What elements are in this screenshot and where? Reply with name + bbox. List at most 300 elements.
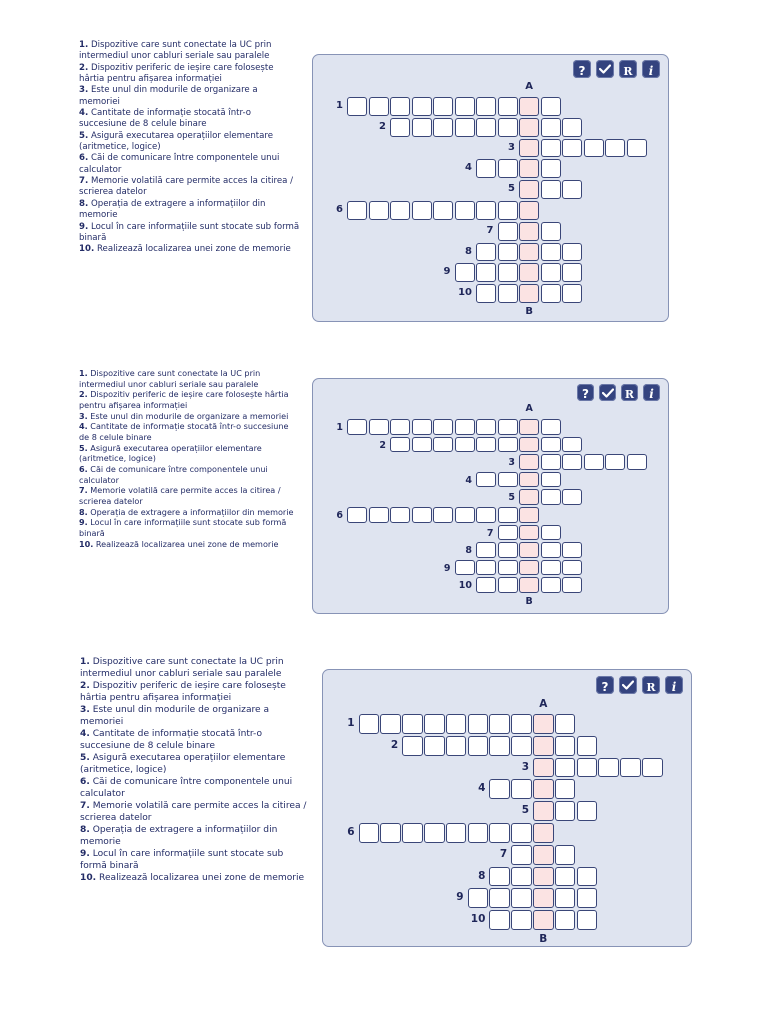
key-cell[interactable]	[533, 845, 554, 865]
clue-text: Asigură executarea operațiilor elementare (aritmetice, logice)	[79, 442, 262, 464]
key-cell[interactable]	[519, 284, 539, 303]
letter-cell[interactable]	[455, 437, 475, 453]
letter-cell[interactable]	[511, 736, 532, 756]
clue-number: 5.	[79, 130, 89, 141]
key-cell[interactable]	[519, 222, 539, 241]
letter-cell[interactable]	[455, 201, 475, 220]
row-number: 7	[486, 224, 494, 236]
clue-text: Realizează localizarea unei zone de memorie	[99, 873, 305, 883]
clue-text: Căi de comunicare între componentele unui calculator	[79, 464, 268, 485]
letter-cell[interactable]	[359, 714, 380, 734]
clue-item	[79, 539, 301, 550]
letter-cell[interactable]	[541, 577, 561, 593]
key-cell[interactable]	[519, 525, 539, 541]
letter-cell[interactable]	[476, 118, 496, 137]
row-number: 5	[521, 804, 529, 817]
clue-number: 1.	[80, 657, 90, 667]
clue-number: 1.	[79, 40, 89, 50]
check-button[interactable]	[599, 384, 616, 401]
letter-cell[interactable]	[380, 714, 401, 734]
clue-text: Memorie volatilă care permite acces la citirea / scrierea datelor	[80, 801, 307, 823]
letter-cell[interactable]	[562, 180, 582, 199]
letter-cell[interactable]	[455, 97, 475, 116]
letter-cell[interactable]	[511, 867, 532, 887]
letter-cell[interactable]	[555, 714, 576, 734]
letter-cell[interactable]	[555, 845, 576, 865]
key-cell[interactable]	[519, 180, 539, 199]
clue-number: 6.	[80, 777, 90, 787]
clue-number: 4.	[80, 729, 90, 739]
row-number: 9	[443, 266, 451, 278]
letter-cell[interactable]	[380, 823, 401, 843]
letter-cell[interactable]	[433, 201, 453, 220]
help-button[interactable]	[596, 676, 614, 694]
clue-item	[79, 464, 301, 485]
letter-cell[interactable]	[476, 243, 496, 262]
key-cell[interactable]	[519, 437, 539, 453]
letter-cell[interactable]	[476, 97, 496, 116]
clue-text: Asigură executarea operațiilor elementare (aritmetice, logice)	[80, 753, 286, 775]
letter-cell[interactable]	[433, 507, 453, 523]
clue-list	[79, 40, 301, 256]
key-cell[interactable]	[519, 139, 539, 158]
letter-cell[interactable]	[359, 823, 380, 843]
letter-cell[interactable]	[498, 222, 518, 241]
clue-item	[79, 40, 301, 63]
key-cell[interactable]	[533, 779, 554, 799]
info-button[interactable]	[665, 676, 683, 694]
letter-cell[interactable]	[511, 910, 532, 930]
letter-cell[interactable]	[433, 97, 453, 116]
letter-cell[interactable]	[402, 823, 423, 843]
letter-cell[interactable]	[562, 454, 582, 470]
question-icon: ?	[582, 387, 589, 401]
toolbar	[577, 384, 660, 401]
clue-number: 5.	[80, 753, 90, 763]
letter-cell[interactable]	[498, 560, 518, 576]
help-button[interactable]	[577, 384, 594, 401]
letter-cell[interactable]	[511, 845, 532, 865]
letter-cell[interactable]	[541, 222, 561, 241]
letter-cell[interactable]	[541, 159, 561, 178]
letter-cell[interactable]	[562, 243, 582, 262]
reset-button[interactable]	[642, 676, 660, 694]
clue-number: 7.	[79, 485, 88, 496]
letter-cell[interactable]	[555, 779, 576, 799]
clue-item	[80, 824, 312, 848]
letter-cell[interactable]	[433, 419, 453, 435]
info-icon: i	[648, 63, 654, 78]
letter-cell[interactable]	[562, 284, 582, 303]
letter-cell[interactable]	[555, 888, 576, 908]
clue-item	[79, 131, 301, 154]
column-label-top: A	[525, 403, 533, 414]
letter-cell[interactable]	[605, 454, 625, 470]
clue-text: Locul în care informațiile sunt stocate sub formă binară	[79, 221, 300, 243]
letter-cell[interactable]	[476, 201, 496, 220]
clue-item	[79, 244, 301, 255]
clue-text: Căi de comunicare între componentele unui calculator	[80, 777, 293, 799]
clue-text: Dispozitiv periferic de ieșire care folosește hârtia pentru afișarea informației	[79, 389, 289, 411]
letter-cell[interactable]	[476, 159, 496, 178]
row-number: 8	[478, 869, 486, 882]
checkmark-icon	[602, 388, 614, 398]
key-cell[interactable]	[533, 714, 554, 734]
letter-cell[interactable]	[541, 437, 561, 453]
clue-number: 6.	[79, 153, 89, 164]
clue-text: Este unul din modurile de organizare a memoriei	[79, 85, 258, 107]
letter-cell[interactable]	[446, 823, 467, 843]
letter-cell[interactable]	[412, 201, 432, 220]
letter-cell[interactable]	[498, 577, 518, 593]
letter-cell[interactable]	[468, 823, 489, 843]
letter-cell[interactable]	[412, 437, 432, 453]
row-number: 1	[336, 100, 343, 111]
letter-cell[interactable]	[577, 758, 598, 778]
letter-cell[interactable]	[369, 201, 389, 220]
letter-cell[interactable]	[577, 888, 598, 908]
letter-cell[interactable]	[562, 560, 582, 576]
letter-cell[interactable]	[562, 263, 582, 282]
info-icon: i	[649, 387, 654, 401]
letter-cell[interactable]	[598, 758, 619, 778]
letter-cell[interactable]	[541, 454, 561, 470]
key-cell[interactable]	[533, 736, 554, 756]
row-number: 2	[379, 120, 386, 132]
letter-cell[interactable]	[498, 472, 518, 488]
letter-cell[interactable]	[577, 801, 598, 821]
clue-number: 8.	[79, 198, 89, 209]
row-number: 4	[465, 474, 472, 486]
clue-text: Operația de extragere a informațiilor din memorie	[79, 198, 266, 221]
key-cell[interactable]	[533, 758, 554, 778]
info-icon: i	[671, 679, 677, 694]
letter-cell[interactable]	[390, 118, 410, 137]
key-cell[interactable]	[519, 472, 539, 488]
letter-cell[interactable]	[562, 542, 582, 558]
key-cell[interactable]	[519, 560, 539, 576]
letter-cell[interactable]	[541, 489, 561, 505]
clue-item	[79, 199, 301, 222]
letter-cell[interactable]	[555, 801, 576, 821]
clue-item	[80, 680, 312, 704]
clue-number: 6.	[79, 464, 88, 475]
clue-number: 8.	[80, 825, 90, 835]
clue-item	[79, 108, 301, 131]
letter-cell[interactable]	[498, 243, 518, 262]
letter-cell[interactable]	[412, 118, 432, 137]
clue-number: 8.	[79, 506, 88, 517]
row-number: 2	[390, 738, 399, 751]
letter-cell[interactable]	[541, 263, 561, 282]
clue-text: Dispozitive care sunt conectate la UC prin intermediul unor cabluri seriale sau paralele	[80, 657, 284, 679]
key-cell[interactable]	[533, 888, 554, 908]
row-number: 6	[336, 510, 343, 521]
check-button[interactable]	[619, 676, 637, 694]
clue-list	[79, 368, 301, 549]
letter-cell[interactable]	[541, 243, 561, 262]
letter-cell[interactable]	[627, 139, 647, 158]
clue-text: Locul în care informațiile sunt stocate sub formă binară	[79, 517, 287, 539]
key-cell[interactable]	[519, 454, 539, 470]
row-number: 10	[458, 287, 472, 299]
letter-cell[interactable]	[455, 118, 475, 137]
letter-cell[interactable]	[412, 419, 432, 435]
clue-item	[79, 485, 301, 506]
crossword-panel	[312, 54, 669, 322]
reset-button[interactable]	[619, 60, 637, 78]
letter-cell[interactable]	[455, 507, 475, 523]
letter-cell[interactable]	[562, 139, 582, 158]
letter-cell[interactable]	[446, 736, 467, 756]
key-cell[interactable]	[519, 507, 539, 523]
clue-text: Este unul din modurile de organizare a memoriei	[80, 705, 270, 727]
key-cell[interactable]	[519, 159, 539, 178]
letter-cell[interactable]	[390, 507, 410, 523]
clue-text: Asigură executarea operațiilor elementare (aritmetice, logice)	[79, 130, 274, 153]
letter-cell[interactable]	[347, 97, 367, 116]
letter-cell[interactable]	[369, 507, 389, 523]
row-number: 3	[521, 760, 529, 773]
info-button[interactable]	[643, 384, 660, 401]
clue-item	[80, 776, 312, 800]
letter-cell[interactable]	[468, 714, 489, 734]
letter-cell[interactable]	[433, 437, 453, 453]
key-cell[interactable]	[533, 823, 554, 843]
letter-cell[interactable]	[562, 118, 582, 137]
letter-cell[interactable]	[489, 714, 510, 734]
letter-cell[interactable]	[541, 118, 561, 137]
letter-cell[interactable]	[476, 419, 496, 435]
toolbar	[596, 676, 683, 694]
letter-cell[interactable]	[369, 97, 389, 116]
letter-cell[interactable]	[412, 507, 432, 523]
key-cell[interactable]	[519, 577, 539, 593]
letter-cell[interactable]	[390, 419, 410, 435]
row-number: 8	[465, 545, 472, 557]
letter-cell[interactable]	[541, 560, 561, 576]
clue-text: Realizează localizarea unei zone de memorie	[96, 244, 291, 255]
check-button[interactable]	[596, 60, 614, 78]
letter-cell[interactable]	[577, 736, 598, 756]
letter-cell[interactable]	[541, 284, 561, 303]
letter-cell[interactable]	[476, 542, 496, 558]
letter-cell[interactable]	[620, 758, 641, 778]
letter-cell[interactable]	[476, 577, 496, 593]
clue-number: 5.	[79, 442, 88, 453]
letter-cell[interactable]	[455, 560, 475, 576]
clue-number: 10.	[79, 538, 94, 549]
column-label-bottom: B	[525, 596, 533, 607]
clue-item	[79, 507, 301, 518]
letter-cell[interactable]	[555, 910, 576, 930]
letter-cell[interactable]	[489, 867, 510, 887]
key-cell[interactable]	[533, 867, 554, 887]
letter-cell[interactable]	[555, 736, 576, 756]
letter-cell[interactable]	[498, 97, 518, 116]
letter-cell[interactable]	[605, 139, 625, 158]
clue-number: 9.	[80, 849, 90, 859]
clue-text: Memorie volatilă care permite acces la citirea / scrierea datelor	[79, 176, 294, 198]
letter-cell[interactable]	[433, 118, 453, 137]
letter-cell[interactable]	[541, 139, 561, 158]
clue-number: 3.	[79, 85, 89, 96]
key-cell[interactable]	[533, 910, 554, 930]
letter-cell[interactable]	[390, 201, 410, 220]
r-icon: R	[624, 388, 635, 401]
clue-number: 3.	[79, 410, 88, 421]
letter-cell[interactable]	[498, 542, 518, 558]
letter-cell[interactable]	[476, 284, 496, 303]
letter-cell[interactable]	[455, 263, 475, 282]
row-number: 8	[465, 245, 472, 257]
r-icon: R	[646, 680, 656, 694]
crossword-panel	[322, 669, 692, 947]
info-button[interactable]	[642, 60, 660, 78]
clue-text: Cantitate de informație stocată într-o succesiune de 8 celule binare	[79, 108, 252, 130]
letter-cell[interactable]	[541, 419, 561, 435]
letter-cell[interactable]	[476, 263, 496, 282]
letter-cell[interactable]	[489, 910, 510, 930]
letter-cell[interactable]	[562, 437, 582, 453]
letter-cell[interactable]	[498, 159, 518, 178]
key-cell[interactable]	[533, 801, 554, 821]
r-icon: R	[623, 64, 633, 78]
letter-cell[interactable]	[468, 736, 489, 756]
letter-cell[interactable]	[498, 263, 518, 282]
letter-cell[interactable]	[498, 525, 518, 541]
letter-cell[interactable]	[562, 577, 582, 593]
clue-item	[80, 872, 312, 884]
key-cell[interactable]	[519, 419, 539, 435]
clue-item	[80, 752, 312, 776]
letter-cell[interactable]	[511, 779, 532, 799]
letter-cell[interactable]	[541, 97, 561, 116]
letter-cell[interactable]	[498, 437, 518, 453]
letter-cell[interactable]	[347, 201, 367, 220]
row-number: 3	[508, 457, 515, 469]
letter-cell[interactable]	[489, 888, 510, 908]
clue-number: 2.	[79, 62, 89, 73]
letter-cell[interactable]	[562, 489, 582, 505]
clue-number: 7.	[80, 801, 90, 811]
letter-cell[interactable]	[498, 118, 518, 137]
letter-cell[interactable]	[577, 910, 598, 930]
row-number: 10	[458, 580, 472, 592]
letter-cell[interactable]	[498, 419, 518, 435]
clue-item	[80, 656, 312, 680]
letter-cell[interactable]	[555, 867, 576, 887]
letter-cell[interactable]	[498, 201, 518, 220]
checkmark-icon	[622, 680, 634, 690]
letter-cell[interactable]	[642, 758, 663, 778]
letter-cell[interactable]	[511, 714, 532, 734]
key-cell[interactable]	[519, 118, 539, 137]
letter-cell[interactable]	[476, 437, 496, 453]
letter-cell[interactable]	[577, 867, 598, 887]
clue-text: Operația de extragere a informațiilor din memorie	[80, 825, 278, 847]
letter-cell[interactable]	[446, 714, 467, 734]
reset-button[interactable]	[621, 384, 638, 401]
letter-cell[interactable]	[390, 97, 410, 116]
clue-item	[80, 800, 312, 824]
letter-cell[interactable]	[390, 437, 410, 453]
clue-item	[79, 411, 301, 422]
letter-cell[interactable]	[584, 454, 604, 470]
letter-cell[interactable]	[489, 736, 510, 756]
letter-cell[interactable]	[541, 525, 561, 541]
key-cell[interactable]	[519, 263, 539, 282]
clue-number: 10.	[80, 873, 97, 883]
row-number: 1	[347, 717, 355, 729]
key-cell[interactable]	[519, 489, 539, 505]
letter-cell[interactable]	[511, 888, 532, 908]
letter-cell[interactable]	[498, 507, 518, 523]
letter-cell[interactable]	[541, 180, 561, 199]
key-cell[interactable]	[519, 97, 539, 116]
letter-cell[interactable]	[347, 419, 367, 435]
row-number: 3	[508, 141, 515, 153]
clue-number: 9.	[79, 517, 88, 528]
clue-text: Operația de extragere a informațiilor din memorie	[90, 506, 294, 517]
letter-cell[interactable]	[402, 736, 423, 756]
letter-cell[interactable]	[511, 823, 532, 843]
help-button[interactable]	[573, 60, 591, 78]
row-number: 9	[443, 562, 451, 574]
clue-number: 1.	[79, 368, 88, 378]
letter-cell[interactable]	[402, 714, 423, 734]
toolbar	[573, 60, 660, 78]
key-cell[interactable]	[519, 542, 539, 558]
clue-text: Căi de comunicare între componentele unui calculator	[79, 153, 280, 175]
clue-list	[80, 656, 312, 884]
clue-number: 4.	[79, 108, 89, 119]
letter-cell[interactable]	[476, 560, 496, 576]
row-number: 1	[336, 422, 343, 433]
row-number: 9	[456, 891, 464, 904]
letter-cell[interactable]	[489, 779, 510, 799]
letter-cell[interactable]	[541, 542, 561, 558]
question-icon: ?	[601, 679, 609, 694]
letter-cell[interactable]	[412, 97, 432, 116]
letter-cell[interactable]	[627, 454, 647, 470]
letter-cell[interactable]	[584, 139, 604, 158]
letter-cell[interactable]	[555, 758, 576, 778]
key-cell[interactable]	[519, 243, 539, 262]
letter-cell[interactable]	[424, 714, 445, 734]
letter-cell[interactable]	[468, 888, 489, 908]
letter-cell[interactable]	[489, 823, 510, 843]
letter-cell[interactable]	[347, 507, 367, 523]
letter-cell[interactable]	[424, 823, 445, 843]
letter-cell[interactable]	[424, 736, 445, 756]
clue-number: 10.	[79, 244, 95, 255]
clue-item	[79, 222, 301, 245]
key-cell[interactable]	[519, 201, 539, 220]
clue-text: Dispozitive care sunt conectate la UC prin intermediul unor cabluri seriale sau paralele	[79, 368, 261, 389]
letter-cell[interactable]	[369, 419, 389, 435]
letter-cell[interactable]	[541, 472, 561, 488]
clue-item	[79, 421, 301, 442]
clue-text: Este unul din modurile de organizare a memoriei	[90, 410, 289, 421]
clue-item	[79, 517, 301, 538]
clue-item	[79, 389, 301, 410]
clue-text: Dispozitiv periferic de ieșire care folosește hârtia pentru afișarea informației	[80, 681, 286, 703]
letter-cell[interactable]	[498, 284, 518, 303]
letter-cell[interactable]	[476, 507, 496, 523]
letter-cell[interactable]	[455, 419, 475, 435]
letter-cell[interactable]	[476, 472, 496, 488]
